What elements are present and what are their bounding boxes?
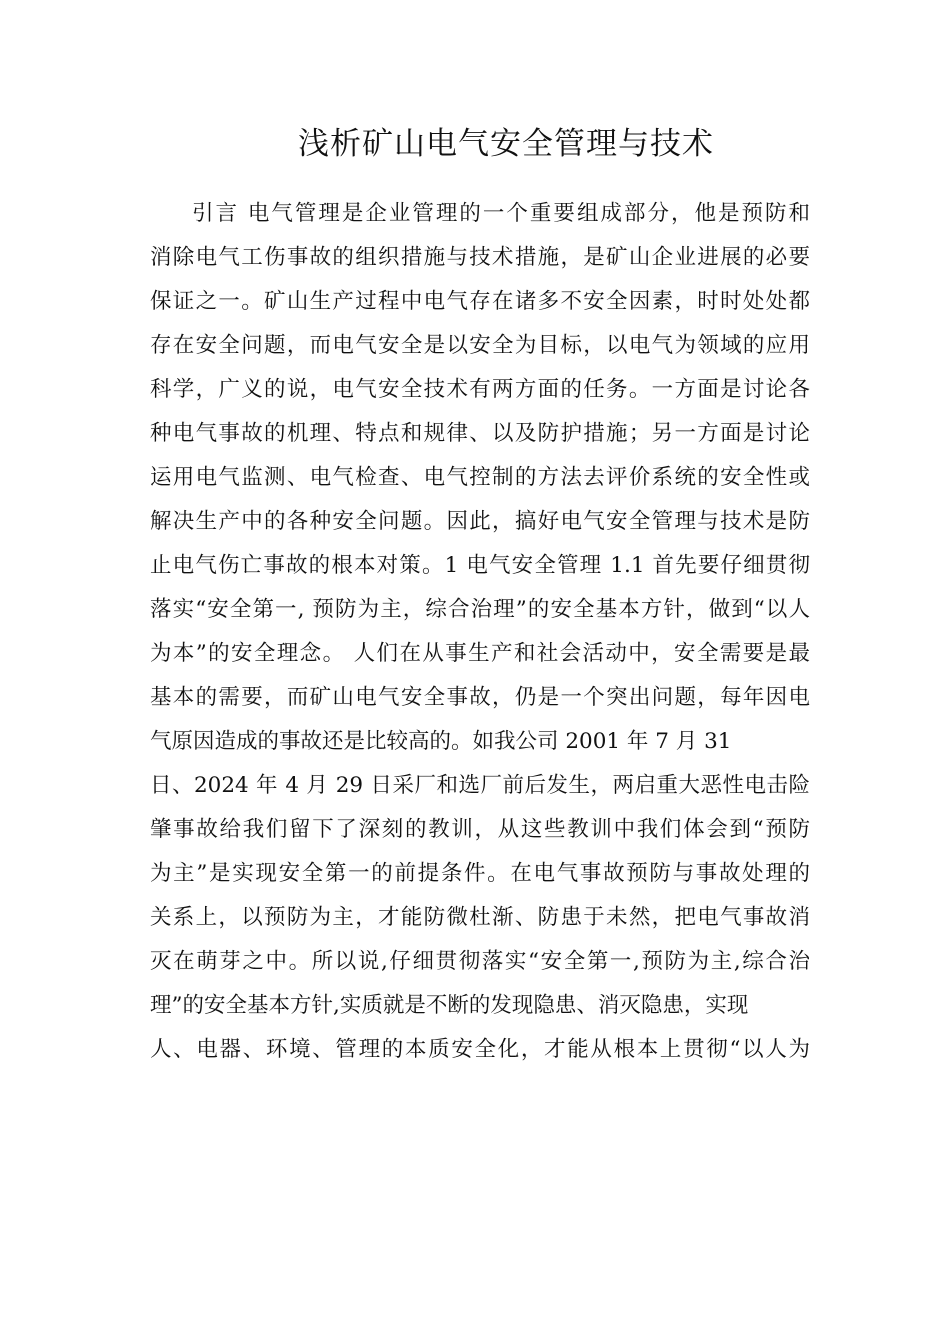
text-line: 关系上，以预防为主，才能防微杜渐、防患于未然，把电气事故消 [150, 905, 810, 930]
text-line: 理”的安全基本方针,实质就是不断的发现隐患、消灭隐患，实现 [150, 993, 749, 1018]
document-body [150, 197, 810, 1077]
text-line: 种电气事故的机理、特点和规律、以及防护措施；另一方面是讨论 [150, 421, 810, 446]
text-line: 消除电气工伤事故的组织措施与技术措施，是矿山企业进展的必要 [150, 245, 810, 270]
document-title: 浅析矿山电气安全管理与技术 [298, 126, 714, 162]
text-line: 气原因造成的事故还是比较高的。如我公司 2001 年 7 月 31 [150, 729, 732, 754]
text-line: 解决生产中的各种安全问题。因此，搞好电气安全管理与技术是防 [150, 509, 810, 534]
text-line: 止电气伤亡事故的根本对策。1 电气安全管理 1.1 首先要仔细贯彻 [150, 553, 810, 578]
text-line: 肇事故给我们留下了深刻的教训，从这些教训中我们体会到“预防 [150, 817, 810, 842]
text-line: 运用电气监测、电气检查、电气控制的方法去评价系统的安全性或 [150, 465, 810, 490]
text-line: 保证之一。矿山生产过程中电气存在诸多不安全因素，时时处处都 [150, 289, 810, 314]
text-line: 存在安全问题，而电气安全是以安全为目标，以电气为领域的应用 [150, 333, 810, 358]
text-line: 基本的需要，而矿山电气安全事故，仍是一个突出问题，每年因电 [150, 685, 810, 710]
text-line: 灭在萌芽之中。所以说,仔细贯彻落实“安全第一,预防为主,综合治 [150, 949, 810, 974]
text-line: 科学，广义的说，电气安全技术有两方面的任务。一方面是讨论各 [150, 377, 810, 402]
text-line: 人、电器、环境、管理的本质安全化，才能从根本上贯彻“以人为 [150, 1037, 810, 1062]
text-line: 为本”的安全理念。 人们在从事生产和社会活动中，安全需要是最 [150, 641, 810, 666]
text-line: 为主”是实现安全第一的前提条件。在电气事故预防与事故处理的 [150, 861, 810, 886]
text-line: 引言 电气管理是企业管理的一个重要组成部分，他是预防和 [192, 201, 810, 226]
text-line: 落实“安全第一, 预防为主，综合治理”的安全基本方针，做到“以人 [150, 597, 810, 622]
text-line: 日、2024 年 4 月 29 日采厂和选厂前后发生，两启重大恶性电击险 [150, 773, 810, 798]
